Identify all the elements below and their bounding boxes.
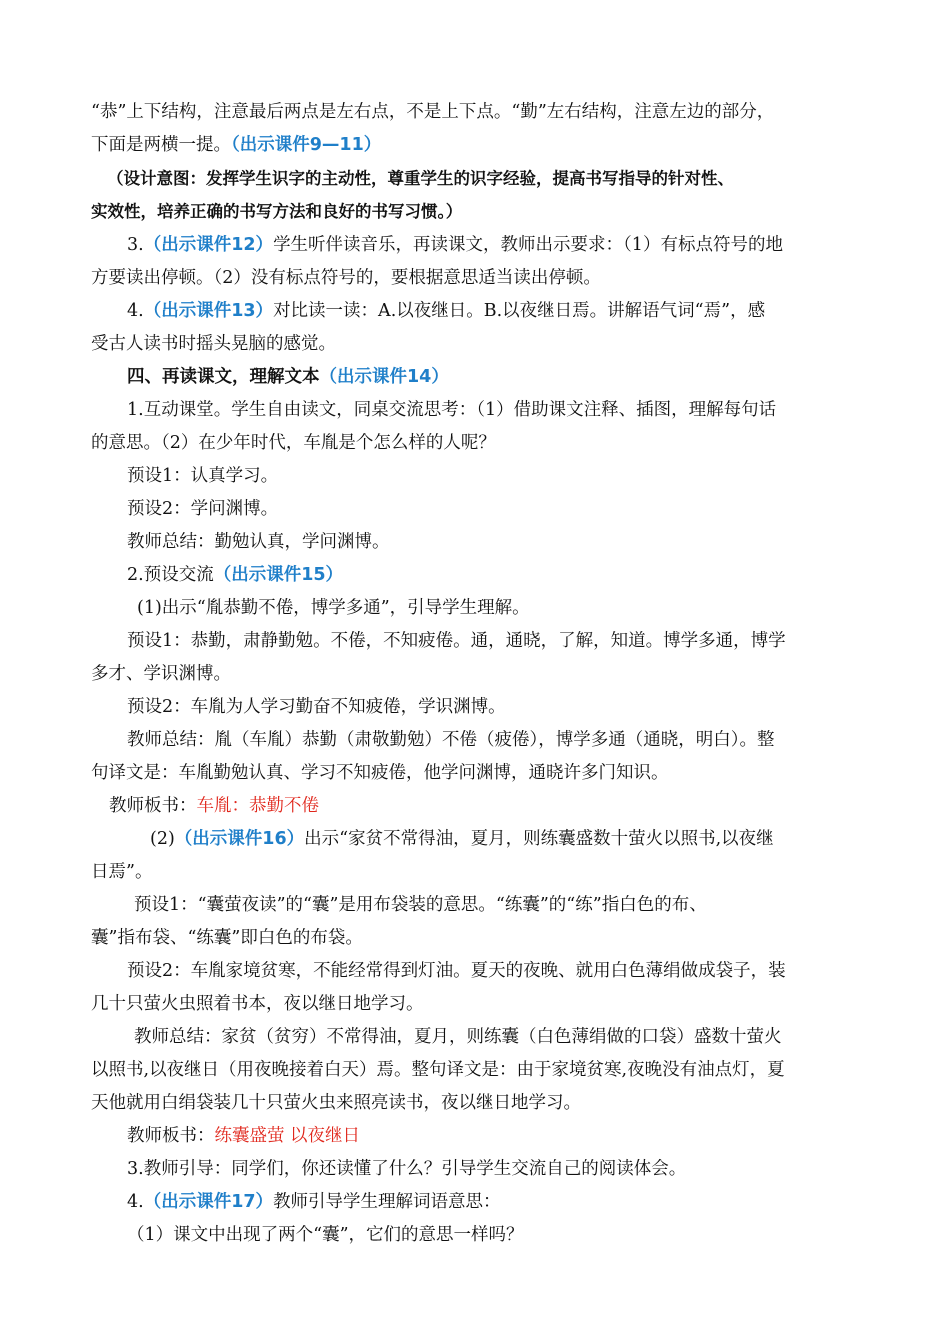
text-line: 句译文是：车胤勤勉认真、学习不知疲倦，他学问渊博，通晓许多门知识。	[91, 763, 669, 783]
text-line: (1)出示“胤恭勤不倦，博学多通”，引导学生理解。	[137, 598, 530, 618]
text-line: 教师总结：胤（车胤）恭勤（肃敬勤勉）不倦（疲倦），博学多通（通晓，明白）。整	[127, 730, 775, 750]
text-line: 预设1：“囊萤夜读”的“囊”是用布袋装的意思。“练囊”的“练”指白色的布、	[134, 895, 707, 915]
text-line: 教师总结：家贫（贫穷）不常得油，夏月，则练囊（白色薄绢做的口袋）盛数十萤火	[134, 1027, 782, 1047]
text-line: 预设1：认真学习。	[127, 466, 279, 486]
courseware-reference: （出示课件9—11）	[231, 135, 382, 155]
text-line: （1）课文中出现了两个“囊”，它们的意思一样吗？	[127, 1225, 524, 1245]
text-line: 以照书,以夜继日（用夜晚接着白天）焉。整句译文是：由于家境贫寒,夜晚没有油点灯，夏	[91, 1060, 785, 1080]
courseware-reference: （出示课件17）	[143, 1192, 274, 1212]
text-line: 预设2：车胤为人学习勤奋不知疲倦，学识渊博。	[127, 697, 506, 717]
text-line: 预设2：学问渊博。	[127, 499, 279, 519]
text-line: 囊”指布袋、“练囊”即白色的布袋。	[91, 928, 363, 948]
courseware-reference: （出示课件12）	[143, 235, 274, 255]
text-line: 1.互动课堂。学生自由读文，同桌交流思考：（1）借助课文注释、插图，理解每句话	[127, 400, 777, 420]
text-line: 日焉”。	[91, 862, 153, 882]
text-line: 4.（出示课件13）对比读一读：A.以夜继日。B.以夜继日焉。讲解语气词“焉”，感	[127, 301, 766, 321]
design-intent-line: 实效性，培养正确的书写方法和良好的书写习惯。）	[91, 202, 463, 221]
courseware-reference: （出示课件13）	[143, 301, 274, 321]
courseware-reference: （出示课件14）	[319, 367, 449, 387]
text-line: 3.（出示课件12）学生听伴读音乐，再读课文，教师出示要求：（1）有标点符号的地	[127, 235, 783, 255]
text-line: 几十只萤火虫照着书本，夜以继日地学习。	[91, 994, 424, 1014]
text-line: 多才、学识渊博。	[91, 664, 231, 684]
text-line: 4.（出示课件17）教师引导学生理解词语意思：	[127, 1192, 501, 1212]
text-line: 受古人读书时摇头晃脑的感觉。	[91, 334, 336, 354]
text-line: 下面是两横一提。（出示课件9—11）	[91, 135, 382, 155]
text-line: “恭”上下结构，注意最后两点是左右点，不是上下点。“勤”左右结构，注意左边的部分，	[91, 102, 775, 122]
text-line: 方要读出停顿。（2）没有标点符号的，要根据意思适当读出停顿。	[91, 268, 601, 288]
text-line: 教师总结：勤勉认真，学问渊博。	[127, 532, 390, 552]
text-line: 3.教师引导：同学们，你还读懂了什么？引导学生交流自己的阅读体会。	[127, 1159, 687, 1179]
design-intent-line: （设计意图：发挥学生识字的主动性，尊重学生的识字经验，提高书写指导的针对性、	[107, 169, 734, 188]
text-line: 预设2：车胤家境贫寒，不能经常得到灯油。夏天的夜晚、就用白色薄绢做成袋子，装	[127, 961, 786, 981]
board-writing-line: 教师板书：练囊盛萤 以夜继日	[127, 1126, 361, 1146]
text-line: 2.预设交流（出示课件15）	[127, 565, 344, 585]
courseware-reference: （出示课件16）	[174, 829, 305, 849]
text-line: 预设1：恭勤，肃静勤勉。不倦，不知疲倦。通，通晓，了解，知道。博学多通，博学	[127, 631, 786, 651]
board-writing-text: 练囊盛萤 以夜继日	[214, 1126, 361, 1146]
courseware-reference: （出示课件15）	[213, 565, 344, 585]
board-writing-text: 车胤：恭勤不倦	[196, 796, 319, 816]
board-writing-line: 教师板书：车胤：恭勤不倦	[109, 796, 319, 816]
text-line: 的意思。（2）在少年时代，车胤是个怎么样的人呢？	[91, 433, 496, 453]
text-line: 天他就用白绢袋装几十只萤火虫来照亮读书，夜以继日地学习。	[91, 1093, 581, 1113]
section-heading: 四、再读课文，理解文本（出示课件14）	[127, 367, 449, 387]
text-line: (2)（出示课件16）出示“家贫不常得油，夏月，则练囊盛数十萤火以照书,以夜继	[150, 829, 774, 849]
